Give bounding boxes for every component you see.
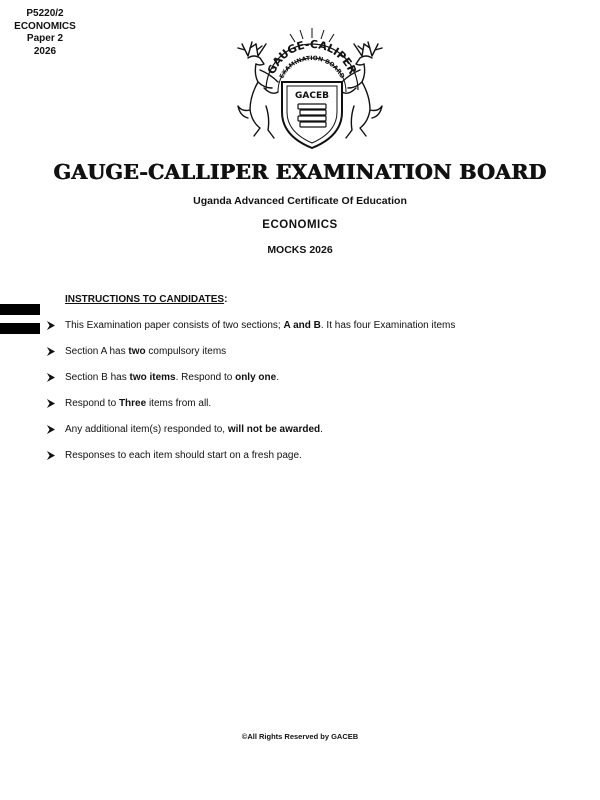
instruction-text: This Examination paper consists of two sections; A and B. It has four Examination items <box>65 320 456 331</box>
instructions-heading <box>65 294 227 305</box>
instruction-text: Any additional item(s) responded to, will not be awarded. <box>65 424 323 435</box>
board-title: GAUGE-CALLIPER EXAMINATION BOARD <box>53 160 547 184</box>
arrowhead-bullet-icon <box>46 425 55 434</box>
instruction-text: Respond to Three items from all. <box>65 398 212 409</box>
arrowhead-bullet-icon <box>46 347 55 356</box>
paper-subject: ECONOMICS <box>14 20 76 32</box>
instructions-list <box>46 318 566 474</box>
right-deer-icon <box>342 42 382 138</box>
paper-year: 2026 <box>33 45 57 57</box>
arrowhead-bullet-icon <box>46 399 55 408</box>
certificate-title: Uganda Advanced Certificate Of Education <box>193 195 407 207</box>
svg-text:GACEB: GACEB <box>295 91 329 101</box>
arrowhead-bullet-icon <box>46 451 55 460</box>
instruction-text: Section B has two items. Respond to only one. <box>65 372 279 383</box>
left-deer-icon <box>238 42 278 138</box>
instructions-heading-text: INSTRUCTIONS TO CANDIDATES <box>65 294 225 305</box>
subject-title: ECONOMICS <box>262 219 338 231</box>
instruction-item <box>46 422 566 448</box>
svg-text:GAUGE-CALIPER: GAUGE-CALIPER <box>264 37 360 77</box>
instruction-item <box>46 318 566 344</box>
instruction-item <box>46 370 566 396</box>
instruction-item <box>46 448 566 474</box>
margin-mark <box>0 323 40 334</box>
paper-number: Paper 2 <box>26 33 64 44</box>
paper-code: P5220/2 <box>26 8 64 19</box>
svg-text:EXAMINATION BOARD: EXAMINATION BOARD <box>278 54 346 80</box>
board-logo <box>220 26 400 152</box>
margin-mark <box>0 304 40 315</box>
instructions-heading-colon: : <box>224 294 228 305</box>
copyright-footer: ©All Rights Reserved by GACEB <box>241 732 359 741</box>
exam-title: MOCKS 2026 <box>267 244 333 256</box>
instruction-item <box>46 396 566 422</box>
books-icon <box>298 104 326 127</box>
arrowhead-bullet-icon <box>46 373 55 382</box>
instruction-text: Section A has two compulsory items <box>65 346 227 357</box>
instruction-item <box>46 344 566 370</box>
arrowhead-bullet-icon <box>46 321 55 330</box>
paper-code-block <box>12 8 78 58</box>
instruction-text: Responses to each item should start on a fresh page. <box>65 450 302 461</box>
